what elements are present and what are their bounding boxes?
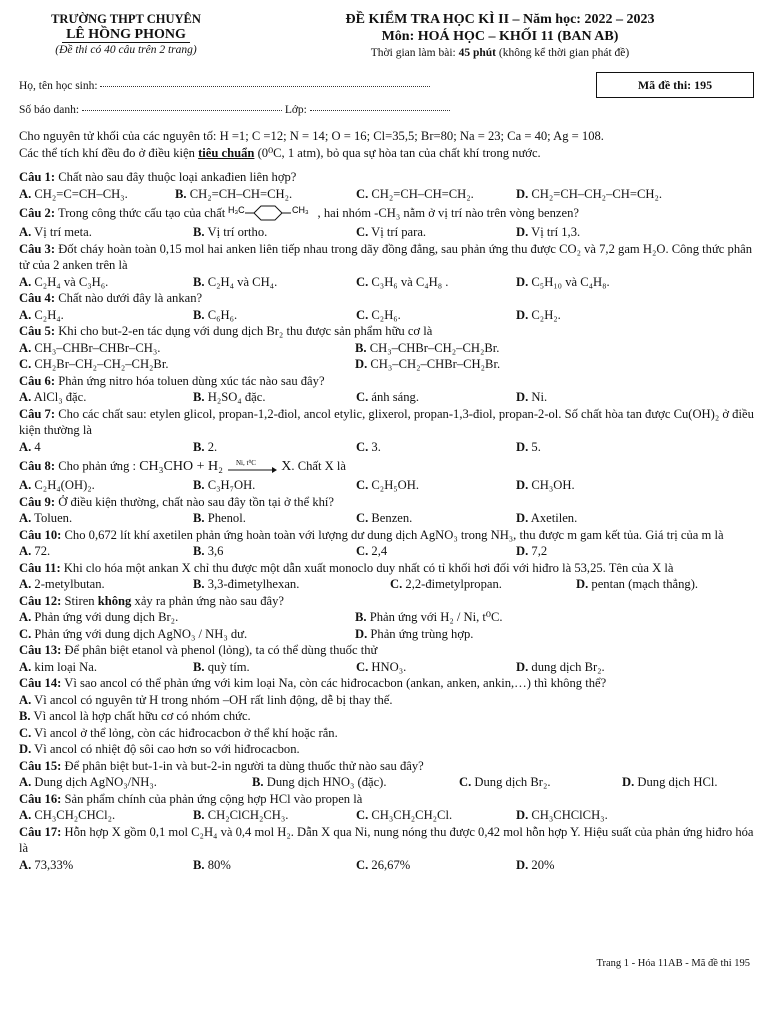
question-15-options bbox=[19, 774, 754, 791]
atomic-masses-note: Cho nguyên tử khối của các nguyên tố: H =1; C =12; N = 14; O = 16; Cl=35,5; Br=80; Na = 23; Ca = 40; Ag = 108. bbox=[19, 129, 604, 143]
option-c[interactable]: C. C₂H₆. bbox=[356, 307, 401, 322]
question-2-options bbox=[19, 224, 754, 241]
option-a[interactable]: A. Phản ứng với dung dịch Br₂. bbox=[19, 610, 179, 624]
question-7-options bbox=[19, 439, 754, 456]
option-d[interactable]: D. Axetilen. bbox=[516, 511, 578, 525]
option-d[interactable]: D. C₂H₂. bbox=[516, 307, 561, 322]
option-b[interactable]: B. Vì ancol là hợp chất hữu cơ có nhóm chức. bbox=[19, 709, 251, 723]
option-b[interactable]: B. 2. bbox=[193, 439, 218, 454]
option-d[interactable]: D. CH₃–CH₂–CHBr–CH₂Br. bbox=[355, 357, 501, 371]
question-1: Câu 1: Chất nào sau đây thuộc loại ankađien liên hợp? bbox=[19, 170, 297, 184]
question-1-options bbox=[19, 186, 754, 203]
question-5-options-row2 bbox=[19, 356, 754, 373]
option-b[interactable]: B. 3,3-đimetylhexan. bbox=[193, 577, 300, 591]
option-c[interactable]: C. CH₂=CH–CH=CH₂. bbox=[356, 186, 474, 201]
question-8: Câu 8: Cho phản ứng : CH₃CHO + H₂ Ni, t⁰C X. Chất X là bbox=[19, 455, 754, 477]
option-a[interactable]: A. C₂H₄(OH)₂. bbox=[19, 478, 95, 492]
question-12-options-row1 bbox=[19, 609, 754, 626]
option-c[interactable]: C. HNO₃. bbox=[356, 659, 407, 674]
option-d[interactable]: D. pentan (mạch thẳng). bbox=[576, 577, 699, 591]
option-d[interactable]: D. CH₃OH. bbox=[516, 478, 575, 492]
option-c[interactable]: C. C₃H₆ và C₄H₈ . bbox=[356, 274, 449, 289]
option-d[interactable]: D. Phản ứng trùng hợp. bbox=[355, 626, 474, 641]
option-d[interactable]: D. Vị trí 1,3. bbox=[516, 225, 581, 239]
option-d[interactable]: D. C₅H₁₀ và C₄H₈. bbox=[516, 274, 610, 289]
option-d[interactable]: D. Vì ancol có nhiệt độ sôi cao hơn so với hiđrocacbon. bbox=[19, 742, 300, 756]
reaction-equation: CH₃CHO + H₂ bbox=[139, 459, 223, 474]
pages-note: (Đề thi có 40 câu trên 2 trang) bbox=[55, 44, 197, 56]
option-b[interactable]: B. CH₂=CH–CH=CH₂. bbox=[175, 186, 293, 201]
question-11: Câu 11: Khi clo hóa một ankan X chỉ thu được một dẫn xuất monoclo duy nhất có tỉ khối hơi đối với hiđro là 53,25. Tên của X là bbox=[19, 560, 674, 575]
option-a[interactable]: A. Toluen. bbox=[19, 511, 73, 525]
option-a[interactable]: A. CH₃–CHBr–CHBr–CH₃. bbox=[19, 340, 161, 355]
option-d[interactable]: D. 7,2 bbox=[516, 544, 548, 558]
option-b[interactable]: B. CH₃–CHBr–CH₂–CH₂Br. bbox=[355, 340, 500, 355]
option-b[interactable]: B. C₃H₇OH. bbox=[193, 478, 256, 492]
student-name-field[interactable]: Họ, tên học sinh: bbox=[19, 80, 430, 92]
question-6: Câu 6: Phản ứng nitro hóa toluen dùng xúc tác nào sau đây? bbox=[19, 373, 325, 388]
option-c[interactable]: C. C₂H₅OH. bbox=[356, 478, 420, 492]
option-b[interactable]: B. 3,6 bbox=[193, 544, 224, 558]
option-c[interactable]: C. Dung dịch Br₂. bbox=[459, 775, 551, 789]
option-a[interactable]: A. CH₂=C=CH–CH₃. bbox=[19, 186, 128, 201]
option-a[interactable]: A. Vì ancol có nguyên tử H trong nhóm –OH rất linh động, dễ bị thay thế. bbox=[19, 692, 393, 707]
option-d[interactable]: D. dung dịch Br₂. bbox=[516, 659, 605, 674]
option-b[interactable]: B. Vị trí ortho. bbox=[193, 225, 268, 239]
question-16: Câu 16: Sản phẩm chính của phản ứng cộng hợp HCl vào propen là bbox=[19, 791, 363, 806]
option-b[interactable]: B. C₆H₆. bbox=[193, 307, 238, 322]
exam-title: ĐỀ KIỂM TRA HỌC KÌ II – Năm học: 2022 – 2023 bbox=[345, 12, 655, 27]
question-10: Câu 10: Cho 0,672 lít khí axetilen phản ứng hoàn toàn với lượng dư dung dịch AgNO₃ trong NH₃, thu được m gam kết tủa. Giá trị của m là bbox=[19, 527, 724, 542]
option-a[interactable]: A. 2-metylbutan. bbox=[19, 577, 105, 591]
svg-text:H₃C: H₃C bbox=[228, 205, 246, 216]
option-d[interactable]: D. 5. bbox=[516, 439, 541, 454]
school-line2: LÊ HỒNG PHONG bbox=[62, 27, 190, 43]
option-c[interactable]: C. ánh sáng. bbox=[356, 390, 419, 404]
option-a[interactable]: A. Dung dịch AgNO₃/NH₃. bbox=[19, 775, 157, 789]
option-c[interactable]: C. Vị trí para. bbox=[356, 225, 427, 239]
option-c[interactable]: C. Vì ancol ở thể lỏng, còn các hiđrocacbon ở thể khí hoặc rắn. bbox=[19, 725, 338, 740]
question-17-options bbox=[19, 857, 754, 874]
option-b[interactable]: B. Dung dịch HNO₃ (đặc). bbox=[252, 775, 387, 789]
student-id-field[interactable]: Số báo danh: Lớp: bbox=[19, 104, 450, 116]
question-13: Câu 13: Để phân biệt etanol và phenol (lỏng), ta có thể dùng thuốc thử bbox=[19, 643, 378, 657]
school-line1: TRƯỜNG THPT CHUYÊN bbox=[51, 12, 201, 26]
option-c[interactable]: C. Benzen. bbox=[356, 511, 413, 525]
option-d[interactable]: D. CH₃CHClCH₃. bbox=[516, 808, 608, 822]
option-a[interactable]: A. kim loại Na. bbox=[19, 659, 98, 674]
option-a[interactable]: A. C₂H₄ và C₃H₆. bbox=[19, 274, 109, 289]
question-14: Câu 14: Vì sao ancol có thể phản ứng với kim loại Na, còn các hiđrocacbon (ankan, anken, ankin,…) thì không thể? bbox=[19, 676, 607, 690]
svg-text:CH₃: CH₃ bbox=[292, 205, 310, 216]
question-6-options bbox=[19, 389, 754, 406]
question-16-options bbox=[19, 807, 754, 824]
svg-text:Ni, t⁰C: Ni, t⁰C bbox=[236, 459, 257, 468]
question-11-options bbox=[19, 576, 754, 593]
option-a[interactable]: A. C₂H₄. bbox=[19, 307, 64, 322]
question-10-options bbox=[19, 543, 754, 560]
question-9-options bbox=[19, 510, 754, 527]
option-d[interactable]: D. Ni. bbox=[516, 390, 548, 404]
question-5-options-row1 bbox=[19, 340, 754, 357]
option-d[interactable]: D. 20% bbox=[516, 857, 555, 872]
option-b[interactable]: B. Phenol. bbox=[193, 511, 246, 525]
question-2: Câu 2: Trong công thức cấu tạo của chất H₃C CH₃ , hai nhóm -CH₃ nằm ở vị trí nào trên vòng benzen? bbox=[19, 202, 754, 224]
option-b[interactable]: B. H₂SO₄ đặc. bbox=[193, 390, 266, 404]
option-c[interactable]: C. 2,4 bbox=[356, 544, 388, 558]
reaction-arrow bbox=[226, 458, 278, 476]
option-c[interactable]: C. 2,2-đimetylpropan. bbox=[390, 577, 502, 591]
option-d[interactable]: D. CH₂=CH–CH₂–CH=CH₂. bbox=[516, 186, 662, 201]
option-c[interactable]: C. Phản ứng với dung dịch AgNO₃ / NH₃ dư. bbox=[19, 626, 248, 641]
option-a[interactable]: A. Vị trí meta. bbox=[19, 225, 92, 239]
exam-header bbox=[300, 12, 700, 62]
exam-subject: Môn: HOÁ HỌC – KHỐI 11 (BAN AB) bbox=[381, 28, 619, 44]
page-footer: Trang 1 - Hóa 11AB - Mã đề thi 195 bbox=[596, 958, 750, 969]
question-13-options bbox=[19, 659, 754, 676]
option-b[interactable]: B. CH₂ClCH₂CH₃. bbox=[193, 808, 289, 822]
option-a[interactable]: A. 4 bbox=[19, 439, 41, 454]
option-b[interactable]: B. 80% bbox=[193, 857, 231, 872]
option-c[interactable]: C. CH₃CH₂CH₂Cl. bbox=[356, 808, 453, 822]
question-3-options bbox=[19, 274, 754, 291]
option-c[interactable]: C. 26,67% bbox=[356, 857, 411, 872]
exam-time: Thời gian làm bài: 45 phút (không kể thời gian phát đề) bbox=[370, 47, 630, 59]
option-c[interactable]: C. 3. bbox=[356, 439, 381, 454]
question-9: Câu 9: Ở điều kiện thường, chất nào sau đây tồn tại ở thể khí? bbox=[19, 494, 335, 509]
question-5: Câu 5: Khi cho but-2-en tác dụng với dung dịch Br₂ thu được sản phẩm hữu cơ là bbox=[19, 324, 433, 338]
p-xylene-structure bbox=[228, 204, 314, 224]
option-c[interactable]: C. CH₂Br–CH₂–CH₂–CH₂Br. bbox=[19, 357, 169, 371]
school-header bbox=[28, 12, 224, 58]
exam-code-box: Mã đề thi: 195 bbox=[596, 72, 754, 98]
option-b[interactable]: B. C₂H₄ và CH₄. bbox=[193, 274, 278, 289]
option-b[interactable]: B. quỳ tím. bbox=[193, 659, 250, 674]
question-3: Câu 3: Đốt cháy hoàn toàn 0,15 mol hai anken liên tiếp nhau trong dãy đồng đẳng, sau phản ứng thu được CO₂ và 7,2 gam H₂O. Công thức phân tử của 2 anken trên là bbox=[19, 241, 753, 272]
option-a[interactable]: A. AlCl₃ đặc. bbox=[19, 390, 87, 404]
question-7: Câu 7: Cho các chất sau: etylen glicol, propan-1,2-điol, ancol etylic, glixerol, propan-1,3-điol, propan-2-ol. Số chất hòa tan được Cu(OH)₂ ở điều kiện thường là bbox=[19, 406, 754, 437]
question-12-options-row2 bbox=[19, 626, 754, 643]
question-4: Câu 4: Chất nào dưới đây là ankan? bbox=[19, 291, 203, 305]
option-a[interactable]: A. 73,33% bbox=[19, 857, 74, 872]
option-a[interactable]: A. CH₃CH₂CHCl₂. bbox=[19, 808, 116, 822]
option-d[interactable]: D. Dung dịch HCl. bbox=[622, 775, 718, 789]
question-8-options bbox=[19, 477, 754, 494]
question-17: Câu 17: Hỗn hợp X gồm 0,1 mol C₂H₄ và 0,4 mol H₂. Dẫn X qua Ni, nung nóng thu được 0,42 mol hỗn hợp Y. Hiệu suất của phản ứng hiđro hóa là bbox=[19, 824, 754, 855]
question-12: Câu 12: Stiren không xảy ra phản ứng nào sau đây? bbox=[19, 593, 285, 608]
option-a[interactable]: A. 72. bbox=[19, 544, 51, 558]
conditions-note: Các thể tích khí đều đo ở điều kiện tiêu chuẩn (0⁰C, 1 atm), bỏ qua sự hòa tan của chất khí trong nước. bbox=[19, 145, 541, 160]
option-b[interactable]: B. Phản ứng với H₂ / Ni, t⁰C. bbox=[355, 610, 503, 624]
question-15: Câu 15: Để phân biệt but-1-in và but-2-in người ta dùng thuốc thử nào sau đây? bbox=[19, 758, 424, 773]
question-4-options bbox=[19, 307, 754, 324]
exam-body bbox=[19, 128, 754, 873]
